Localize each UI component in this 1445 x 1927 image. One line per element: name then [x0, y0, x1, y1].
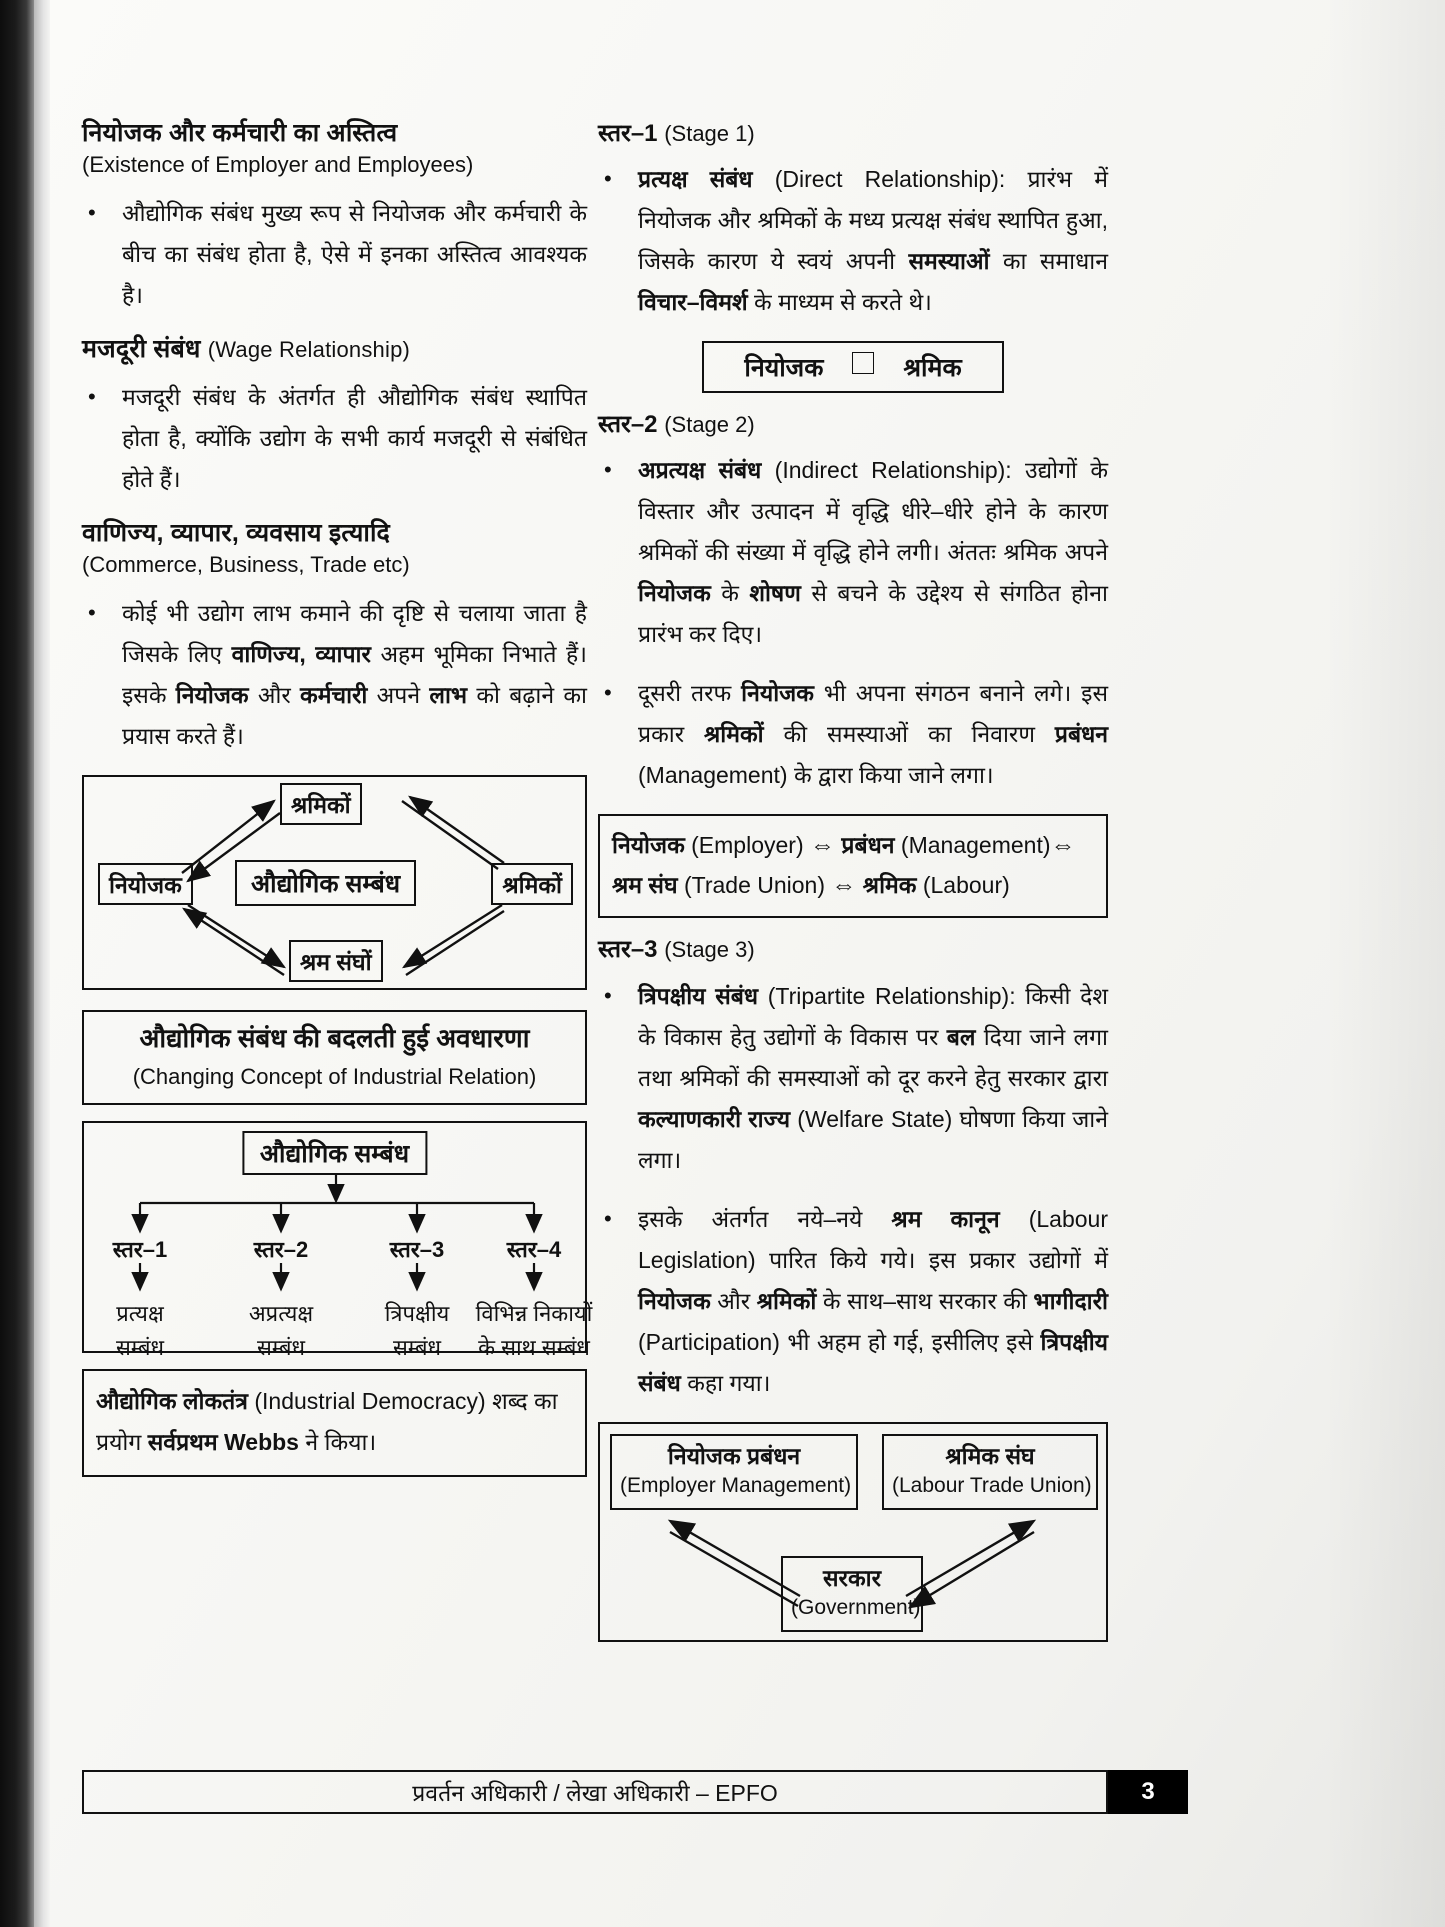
- bullet-marker: •: [88, 599, 96, 625]
- bullet-marker: •: [604, 1205, 612, 1231]
- webbs-bold-3: Webbs: [224, 1429, 299, 1456]
- seg-bold: प्रबंधन: [1054, 721, 1108, 748]
- bullet-text-existence: औद्योगिक संबंध मुख्य रूप से नियोजक और कर्मचारी के बीच का संबंध होता है, ऐसे में इनका अस्तित्व आवश्यक है।: [122, 199, 587, 308]
- stage-1-box-right-label: श्रमिक: [903, 354, 962, 383]
- stage-3-heading: [598, 934, 1108, 965]
- seg: (Management) के द्वारा किया जाने लगा।: [638, 762, 994, 789]
- seg: को बढ़ाने का प्रयास करते हैं।: [122, 681, 587, 749]
- seg: (Participation) भी अहम हो गई, इसीलिए इसे: [638, 1328, 1041, 1355]
- seg-bold: भागीदारी: [1033, 1287, 1108, 1314]
- list-item: [82, 593, 587, 757]
- stage-tree-col-2: [225, 1233, 337, 1365]
- right-column: [598, 118, 1108, 1642]
- double-arrow-icon-2: ⇔: [1050, 831, 1076, 860]
- bullet-marker: •: [88, 199, 96, 225]
- diamond-node-right: श्रमिकों: [491, 863, 573, 905]
- seg: प्रारंभ में नियोजक और श्रमिकों के मध्य प्रत्यक्ष संबंध स्थापित हुआ, जिसके कारण ये स्वयं अपनी: [638, 166, 1108, 275]
- tripartite-node-government: [781, 1556, 923, 1632]
- book-spine: [0, 0, 34, 1927]
- stage-3-heading-en: (Stage 3): [664, 937, 755, 963]
- tripartite-employer-hi: नियोजक प्रबंधन: [667, 1442, 801, 1469]
- seg-bold: वाणिज्य, व्यापार: [231, 640, 371, 667]
- heading-commerce-business-hi: वाणिज्य, व्यापार, व्यवसाय इत्यादि: [82, 519, 390, 547]
- diamond-node-center: औद्योगिक सम्बंध: [235, 860, 416, 906]
- seg-bold: प्रत्यक्ष संबंध: [638, 166, 753, 193]
- stage-tree-col-4: [454, 1233, 614, 1365]
- seg: के साथ–साथ सरकार की: [816, 1287, 1034, 1314]
- stage-3-heading-hi: स्तर–3: [598, 936, 658, 964]
- stage-tree-level-1: स्तर–1: [112, 1237, 168, 1263]
- list-item: [82, 193, 587, 316]
- stage-1-heading: [598, 118, 1108, 149]
- tripartite-government-en: (Government): [791, 1595, 921, 1619]
- seg: अपने: [367, 681, 430, 708]
- stage-2-bullet-1-text: [638, 450, 1108, 655]
- chain-node-4-en: (Labour): [916, 872, 1010, 899]
- seg: और: [248, 681, 301, 708]
- seg-bold: कल्याणकारी राज्य: [638, 1105, 791, 1132]
- seg: किसी देश के विकास हेतु उद्योगों के विकास पर: [638, 982, 1108, 1050]
- seg-bold: अप्रत्यक्ष संबंध: [638, 457, 762, 484]
- webbs-bold-1: औद्योगिक लोकतंत्र: [96, 1388, 248, 1415]
- bullet-marker: •: [604, 680, 612, 706]
- bullet-marker: •: [88, 384, 96, 409]
- footer-text: प्रवर्तन अधिकारी / लेखा अधिकारी – EPFO: [412, 1780, 778, 1806]
- stage-tree-line2-3: सम्बंध: [392, 1335, 442, 1361]
- stage-tree-line2-2: सम्बंध: [256, 1335, 306, 1361]
- list-item: [598, 1199, 1108, 1404]
- stage-tree-line2-4: के साथ सम्बंध: [478, 1335, 590, 1361]
- heading-wage-relationship-en: (Wage Relationship): [207, 336, 411, 362]
- seg-bold: श्रमिकों: [756, 1287, 817, 1314]
- seg-bold: श्रमिकों: [704, 721, 764, 748]
- webbs-bold-2: सर्वप्रथम: [147, 1429, 218, 1456]
- stage-1-bullet-text: [638, 159, 1108, 323]
- stage-2-heading: [598, 409, 1108, 440]
- chain-node-2-hi: प्रबंधन: [835, 832, 895, 859]
- stage-tree-level-3: स्तर–3: [389, 1237, 445, 1263]
- seg: के: [710, 580, 750, 607]
- stage-3-bullet-1-text: [638, 976, 1108, 1181]
- stage-tree-root-label: औद्योगिक सम्बंध: [242, 1131, 427, 1175]
- list-item: [598, 159, 1108, 323]
- stage-tree-line2-1: सम्बंध: [115, 1335, 165, 1361]
- seg: के माध्यम से करते थे।: [747, 289, 932, 316]
- tripartite-trade-union-hi: श्रमिक संघ: [945, 1442, 1035, 1469]
- seg: दूसरी तरफ: [638, 680, 742, 707]
- seg: से बचने के उद्देश्य से संगठित होना प्रारंभ कर दिए।: [638, 580, 1108, 648]
- seg: भी अपना संगठन बनाने लगे। इस प्रकार: [638, 680, 1109, 748]
- heading-commerce-business-en: (Commerce, Business, Trade etc): [82, 552, 410, 578]
- stage-tree-diagram: [82, 1121, 593, 1361]
- left-column: [82, 118, 593, 1477]
- seg: की समस्याओं का निवारण: [763, 721, 1055, 748]
- stage-2-bullet-2-text: [638, 673, 1108, 796]
- stage-1-heading-en: (Stage 1): [664, 121, 755, 146]
- stage-1-box-left-label: नियोजक: [744, 354, 824, 383]
- seg-bold: विचार–विमर्श: [638, 289, 748, 316]
- seg: (Tripartite Relationship):: [758, 982, 1016, 1009]
- diamond-node-top: श्रमिकों: [280, 783, 362, 825]
- heading-existence-of-employer-en: (Existence of Employer and Employees): [82, 152, 474, 178]
- bullet-marker: •: [604, 166, 612, 192]
- stage-2-heading-hi: स्तर–2: [598, 411, 658, 439]
- page-number-badge: [1108, 1770, 1188, 1814]
- stage-3-bullet-2-text: [638, 1199, 1108, 1404]
- seg-bold: त्रिपक्षीय संबंध: [638, 1328, 1108, 1396]
- page-footer: [82, 1770, 1108, 1814]
- tripartite-employer-en: (Employer Management): [620, 1473, 852, 1497]
- stage-tree-line1-4: विभिन्न निकायों: [475, 1301, 593, 1327]
- list-item: [82, 377, 587, 500]
- stage-tree-line1-2: अप्रत्यक्ष: [248, 1301, 314, 1327]
- industrial-relations-diamond-diagram: [82, 775, 587, 990]
- stage-1-relationship-inner: [702, 341, 1003, 393]
- tripartite-node-employer: [610, 1434, 858, 1510]
- chain-node-2-en: (Management): [894, 832, 1051, 859]
- stage-tree-col-1: [84, 1233, 196, 1365]
- heading-existence-of-employer-hi: नियोजक और कर्मचारी का अस्तित्व: [82, 119, 398, 147]
- seg-bold: श्रम कानून: [891, 1205, 1000, 1232]
- chain-node-1-en: (Employer): [684, 832, 810, 859]
- seg-bold: लाभ: [429, 681, 468, 708]
- chain-node-1-hi: नियोजक: [612, 832, 685, 859]
- seg: अहम भूमिका निभाते हैं। इसके: [122, 640, 587, 708]
- seg-bold: नियोजक: [638, 1287, 711, 1314]
- stage-1-heading-hi: स्तर–1: [598, 120, 658, 147]
- tofu-box-glyph-icon: [852, 352, 874, 374]
- heading-wage-relationship-hi: मजदूरी संबंध: [82, 334, 201, 363]
- webbs-mid-3: ने किया।: [298, 1429, 377, 1456]
- bullet-text-commerce: [122, 593, 587, 757]
- heading-wage-relationship: [82, 334, 587, 365]
- list-item: [598, 976, 1108, 1181]
- tripartite-relationship-diagram: [598, 1422, 1108, 1642]
- seg: दिया जाने लगा तथा श्रमिकों की समस्याओं को दूर करने हेतु सरकार द्वारा: [638, 1023, 1109, 1091]
- diamond-node-left: नियोजक: [98, 863, 193, 905]
- chain-node-3-en: (Trade Union): [677, 872, 832, 899]
- bullet-marker: •: [604, 982, 612, 1008]
- stage-tree-line1-1: प्रत्यक्ष: [116, 1301, 164, 1327]
- diamond-node-bottom: श्रम संघों: [289, 940, 383, 982]
- seg: कोई भी उद्योग लाभ कमाने की दृष्टि से चलाया जाता है जिसके लिए: [122, 599, 587, 667]
- seg: (Indirect Relationship):: [761, 457, 1012, 484]
- seg-bold: नियोजक: [741, 680, 814, 707]
- list-item: [598, 673, 1108, 796]
- changing-concept-title-hi: औद्योगिक संबंध की बदलती हुई अवधारणा: [139, 1022, 530, 1053]
- seg-bold: बल: [946, 1023, 976, 1050]
- seg: और: [710, 1287, 757, 1314]
- webbs-mid-1: (Industrial Democracy) शब्द का प्रयोग: [96, 1388, 558, 1456]
- stage-2-heading-en: (Stage 2): [664, 412, 755, 438]
- seg-bold: नियोजक: [638, 580, 711, 607]
- stage-2-chain-box: [598, 814, 1108, 918]
- stage-tree-line1-3: त्रिपक्षीय: [384, 1301, 450, 1327]
- book-spine-edge: [34, 0, 50, 1927]
- bullet-marker: •: [604, 457, 612, 483]
- changing-concept-box: [82, 1010, 587, 1105]
- bullet-text-wage: मजदूरी संबंध के अंतर्गत ही औद्योगिक संबंध स्थापित होता है, क्योंकि उद्योग के सभी कार्य मजदूरी से संबंधित होते हैं।: [122, 384, 587, 492]
- seg-bold: समस्याओं: [908, 248, 990, 275]
- tripartite-government-hi: सरकार: [823, 1564, 881, 1591]
- list-item: [598, 450, 1108, 655]
- chain-node-3-hi: श्रम संघ: [612, 872, 678, 899]
- stage-tree-level-4: स्तर–4: [506, 1237, 562, 1263]
- changing-concept-title-en: (Changing Concept of Industrial Relation): [132, 1063, 537, 1089]
- seg: उद्योगों के विस्तार और उत्पादन में वृद्धि धीरे–धीरे होने के कारण श्रमिकों की संख्या में वृद्धि होने लगी। अंततः श्रमिक अपने: [638, 457, 1108, 566]
- page-number: 3: [1141, 1778, 1155, 1805]
- seg-bold: शोषण: [749, 580, 801, 607]
- seg: (Direct Relationship):: [752, 166, 1006, 193]
- seg: का समाधान: [989, 248, 1108, 275]
- seg: कहा गया।: [680, 1369, 771, 1396]
- double-arrow-icon-1: ⇔: [810, 831, 835, 860]
- seg-bold: त्रिपक्षीय संबंध: [638, 982, 759, 1009]
- tripartite-node-trade-union: [882, 1434, 1098, 1510]
- tripartite-trade-union-en: (Labour Trade Union): [892, 1473, 1092, 1497]
- stage-tree-level-2: स्तर–2: [253, 1237, 309, 1263]
- seg: (Welfare State) घोषणा किया जाने लगा।: [638, 1105, 1108, 1173]
- chain-node-4-hi: श्रमिक: [856, 872, 917, 899]
- stage-1-relationship-box: [598, 341, 1108, 393]
- seg-bold: नियोजक: [175, 681, 249, 708]
- industrial-democracy-webbs-box: [82, 1369, 587, 1477]
- seg-bold: कर्मचारी: [300, 681, 368, 708]
- double-arrow-icon-3: ⇔: [831, 871, 857, 900]
- seg: (Labour Legislation) पारित किये गये। इस प्रकार उद्योगों में: [638, 1205, 1108, 1273]
- seg: इसके अंतर्गत नये–नये: [638, 1205, 892, 1232]
